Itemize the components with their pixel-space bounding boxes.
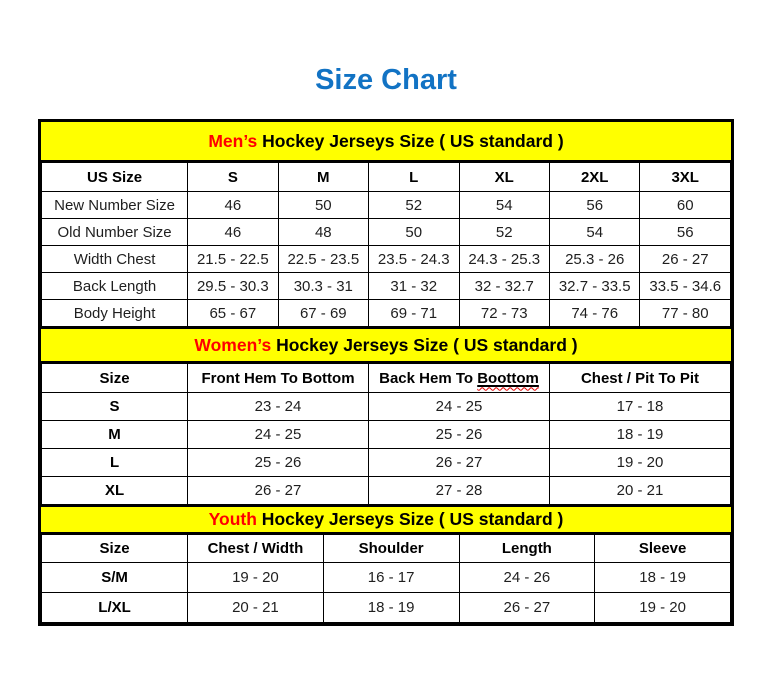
row-label: S/M [42,563,188,593]
size-value: 52 [459,219,549,246]
size-value: 25.3 - 26 [549,246,639,273]
table-row [42,246,731,273]
size-value: 69 - 71 [369,300,459,327]
table-row [42,449,731,477]
size-value: 21.5 - 22.5 [188,246,278,273]
column-header: 2XL [549,163,639,192]
size-value: 16 - 17 [323,563,459,593]
table-row [42,300,731,327]
size-value: 52 [369,192,459,219]
column-header: S [188,163,278,192]
size-value: 17 - 18 [549,393,730,421]
column-header: Back Hem To Boottom [369,364,550,393]
size-value: 20 - 21 [188,593,324,623]
column-header: Chest / Width [188,535,324,563]
size-value: 32 - 32.7 [459,273,549,300]
size-value: 25 - 26 [369,421,550,449]
size-value: 25 - 26 [188,449,369,477]
mens-header-highlight: Men’s [208,130,258,151]
row-label: L/XL [42,593,188,623]
womens-size-table [41,363,731,505]
size-value: 24 - 25 [369,393,550,421]
page-title: Size Chart [315,64,457,96]
youth-header-text: Hockey Jerseys Size ( US standard ) [256,509,564,529]
size-value: 24 - 25 [188,421,369,449]
size-value: 22.5 - 23.5 [278,246,368,273]
size-value: 65 - 67 [188,300,278,327]
row-label: XL [42,477,188,505]
table-row [42,273,731,300]
youth-section-header [41,505,731,534]
size-value: 20 - 21 [549,477,730,505]
column-header: Size [42,364,188,393]
column-header: Front Hem To Bottom [188,364,369,393]
column-header: 3XL [640,163,731,192]
column-header-row [42,535,731,563]
size-value: 46 [188,219,278,246]
column-header: M [278,163,368,192]
womens-section-header [41,327,731,363]
size-value: 74 - 76 [549,300,639,327]
row-label: New Number Size [42,192,188,219]
womens-header-text: Hockey Jerseys Size ( US standard ) [271,334,578,355]
table-row [42,477,731,505]
size-value: 26 - 27 [640,246,731,273]
underlined-misspelled-word: Boottom [477,369,539,387]
size-value: 26 - 27 [459,593,595,623]
table-row [42,192,731,219]
size-value: 24 - 26 [459,563,595,593]
size-value: 18 - 19 [595,563,731,593]
size-value: 46 [188,192,278,219]
row-label: L [42,449,188,477]
size-value: 26 - 27 [369,449,550,477]
size-value: 50 [278,192,368,219]
table-row [42,393,731,421]
size-value: 23.5 - 24.3 [369,246,459,273]
column-header-row [42,364,731,393]
size-value: 18 - 19 [549,421,730,449]
column-header: L [369,163,459,192]
column-header-row [42,163,731,192]
womens-header-highlight: Women’s [194,334,272,355]
row-label: Back Length [42,273,188,300]
size-value: 19 - 20 [595,593,731,623]
mens-header-text: Hockey Jerseys Size ( US standard ) [257,130,564,151]
size-value: 29.5 - 30.3 [188,273,278,300]
table-row [42,593,731,623]
size-value: 48 [278,219,368,246]
column-header: Sleeve [595,535,731,563]
mens-section-header [41,122,731,162]
column-header: US Size [42,163,188,192]
size-value: 30.3 - 31 [278,273,368,300]
size-value: 18 - 19 [323,593,459,623]
youth-size-table [41,534,731,623]
table-row [42,219,731,246]
column-header: XL [459,163,549,192]
column-header: Size [42,535,188,563]
size-value: 32.7 - 33.5 [549,273,639,300]
size-value: 19 - 20 [188,563,324,593]
table-row [42,421,731,449]
size-value: 26 - 27 [188,477,369,505]
column-header: Length [459,535,595,563]
size-value: 60 [640,192,731,219]
row-label: Body Height [42,300,188,327]
mens-size-table [41,162,731,327]
size-value: 56 [549,192,639,219]
size-value: 77 - 80 [640,300,731,327]
size-value: 31 - 32 [369,273,459,300]
size-value: 23 - 24 [188,393,369,421]
youth-header-highlight: Youth [208,509,257,529]
row-label: M [42,421,188,449]
size-value: 56 [640,219,731,246]
table-row [42,563,731,593]
row-label: Old Number Size [42,219,188,246]
size-value: 67 - 69 [278,300,368,327]
size-value: 33.5 - 34.6 [640,273,731,300]
row-label: S [42,393,188,421]
size-value: 27 - 28 [369,477,550,505]
size-value: 72 - 73 [459,300,549,327]
size-value: 54 [459,192,549,219]
size-value: 54 [549,219,639,246]
column-header: Shoulder [323,535,459,563]
size-value: 19 - 20 [549,449,730,477]
column-header: Chest / Pit To Pit [549,364,730,393]
size-chart [38,119,734,626]
row-label: Width Chest [42,246,188,273]
size-value: 50 [369,219,459,246]
size-value: 24.3 - 25.3 [459,246,549,273]
